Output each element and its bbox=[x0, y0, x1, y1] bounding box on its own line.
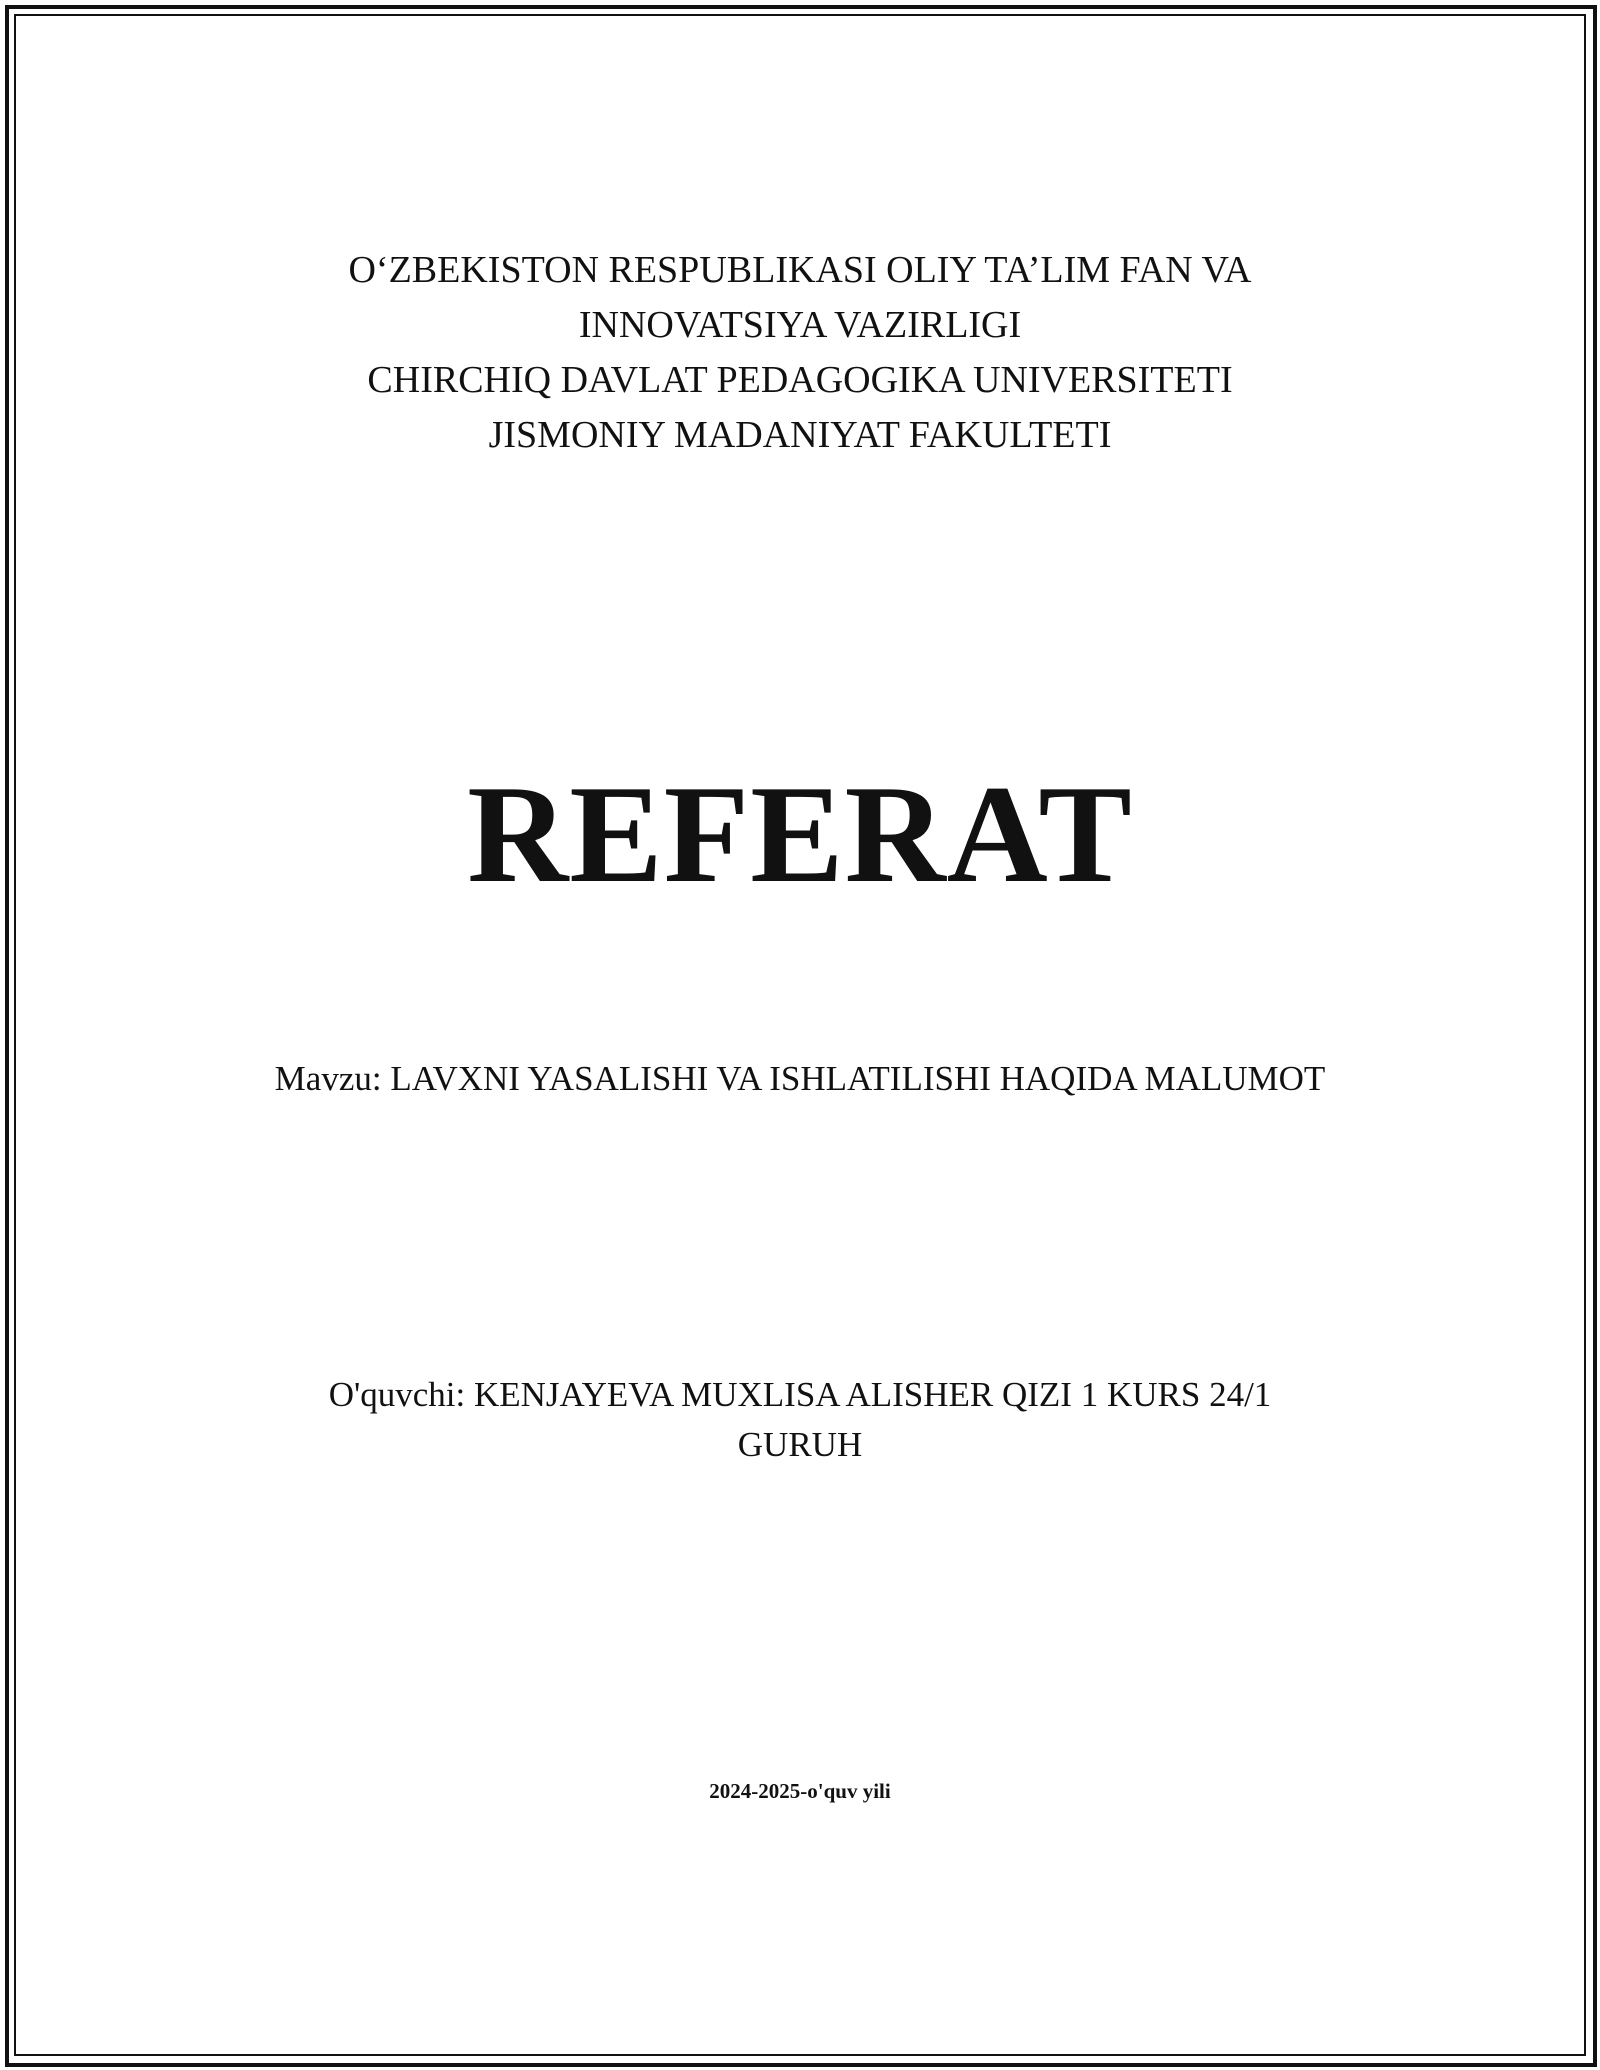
institution-header bbox=[0, 243, 1600, 463]
header-line-university: CHIRCHIQ DAVLAT PEDAGOGIKA UNIVERSITETI bbox=[367, 359, 1233, 401]
academic-year: 2024-2025-o'quv yili bbox=[709, 1779, 891, 1803]
student-info bbox=[0, 1370, 1600, 1470]
header-line-ministry-2: INNOVATSIYA VAZIRLIGI bbox=[578, 304, 1022, 346]
student-line-1: O'quvchi: KENJAYEVA MUXLISA ALISHER QIZI 1 KURS 24/1 bbox=[328, 1375, 1272, 1414]
topic-line: Mavzu: LAVXNI YASALISHI VA ISHLATILISHI HAQIDA MALUMOT bbox=[274, 1059, 1326, 1098]
student-line-2: GURUH bbox=[737, 1425, 863, 1464]
document-title: REFERAT bbox=[467, 757, 1133, 912]
header-line-faculty: JISMONIY MADANIYAT FAKULTETI bbox=[488, 414, 1112, 456]
header-line-ministry-1: O‘ZBEKISTON RESPUBLIKASI OLIY TA’LIM FAN VA bbox=[348, 249, 1252, 291]
